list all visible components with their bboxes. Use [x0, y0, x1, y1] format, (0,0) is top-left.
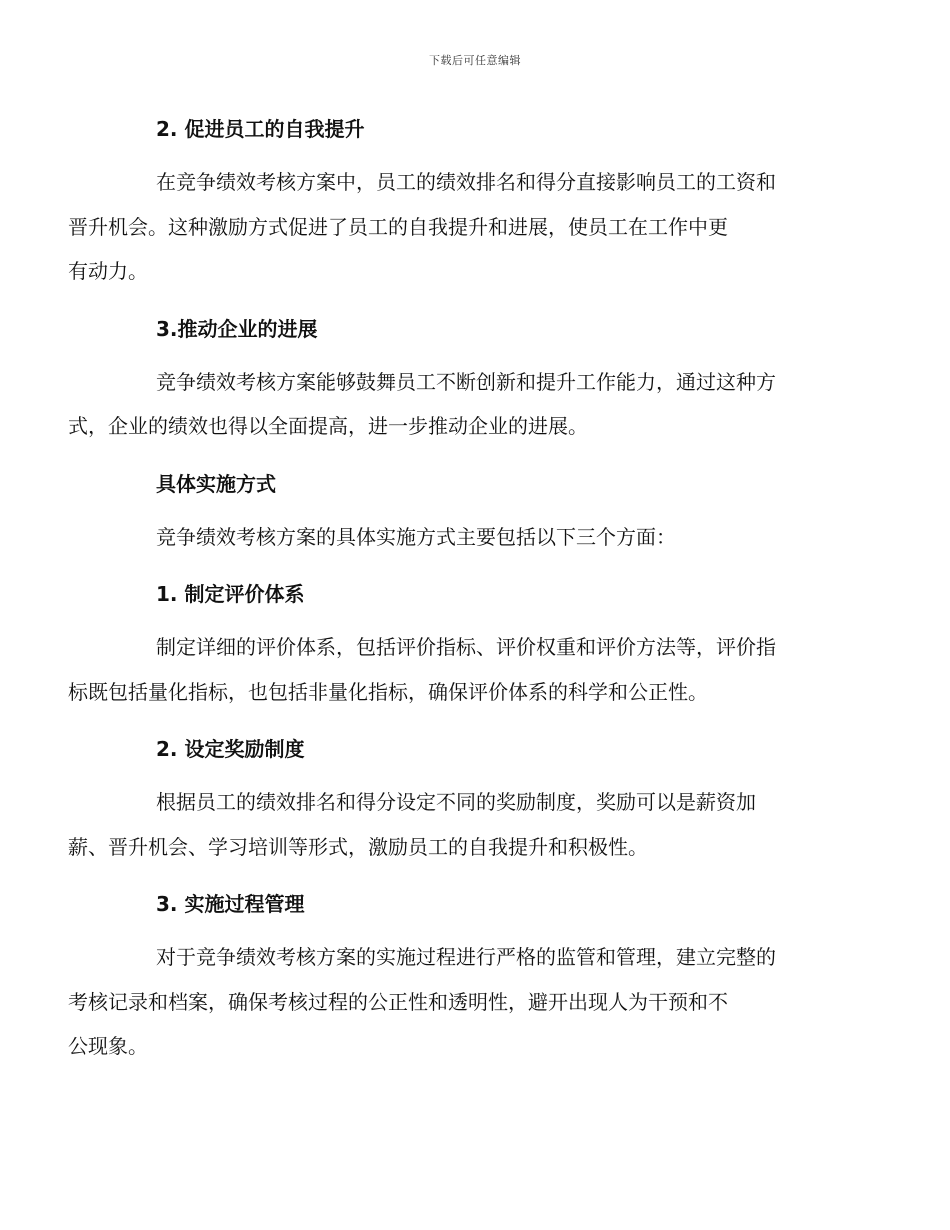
- paragraph: [112, 515, 832, 560]
- paragraph-line: 有动力。: [68, 259, 148, 283]
- paragraph-line: 公现象。: [68, 1034, 148, 1058]
- paragraph-line: 竞争绩效考核方案能够鼓舞员工不断创新和提升工作能力，通过这种方: [156, 369, 776, 394]
- paragraph-line: 晋升机会。这种激励方式促进了员工的自我提升和进展，使员工在工作中更: [68, 214, 728, 239]
- paragraph-line: 竞争绩效考核方案的具体实施方式主要包括以下三个方面：: [156, 524, 676, 549]
- paragraph: [68, 625, 832, 714]
- paragraph-line: 在竞争绩效考核方案中，员工的绩效排名和得分直接影响员工的工资和: [156, 170, 776, 194]
- paragraph-line: 薪、晋升机会、学习培训等形式，激励员工的自我提升和积极性。: [68, 834, 648, 859]
- section-heading: 1. 制定评价体系: [156, 582, 305, 606]
- section-heading: 2. 设定奖励制度: [156, 737, 305, 761]
- paragraph-line: 考核记录和档案，确保考核过程的公正性和透明性，避开出现人为干预和不: [68, 989, 728, 1014]
- paragraph-line: 式，企业的绩效也得以全面提高，进一步推动企业的进展。: [68, 414, 588, 438]
- page-header: 下载后可任意编辑: [429, 54, 521, 67]
- paragraph: [68, 935, 832, 1069]
- paragraph-line: 对于竞争绩效考核方案的实施过程进行严格的监管和管理，建立完整的: [156, 945, 776, 969]
- paragraph: [68, 360, 832, 449]
- section-heading: 具体实施方式: [156, 471, 276, 496]
- paragraph: [68, 780, 832, 869]
- paragraph-line: 根据员工的绩效排名和得分设定不同的奖励制度，奖励可以是薪资加: [156, 790, 756, 814]
- paragraph-line: 制定详细的评价体系，包括评价指标、评价权重和评价方法等，评价指: [156, 635, 776, 659]
- document-body: [68, 112, 832, 1069]
- paragraph-line: 标既包括量化指标，也包括非量化指标，确保评价体系的科学和公正性。: [68, 679, 708, 704]
- section-heading: 3.推动企业的进展: [156, 316, 318, 341]
- paragraph: [68, 160, 832, 294]
- section-heading: 3. 实施过程管理: [156, 892, 305, 916]
- section-heading: 2. 促进员工的自我提升: [156, 117, 365, 141]
